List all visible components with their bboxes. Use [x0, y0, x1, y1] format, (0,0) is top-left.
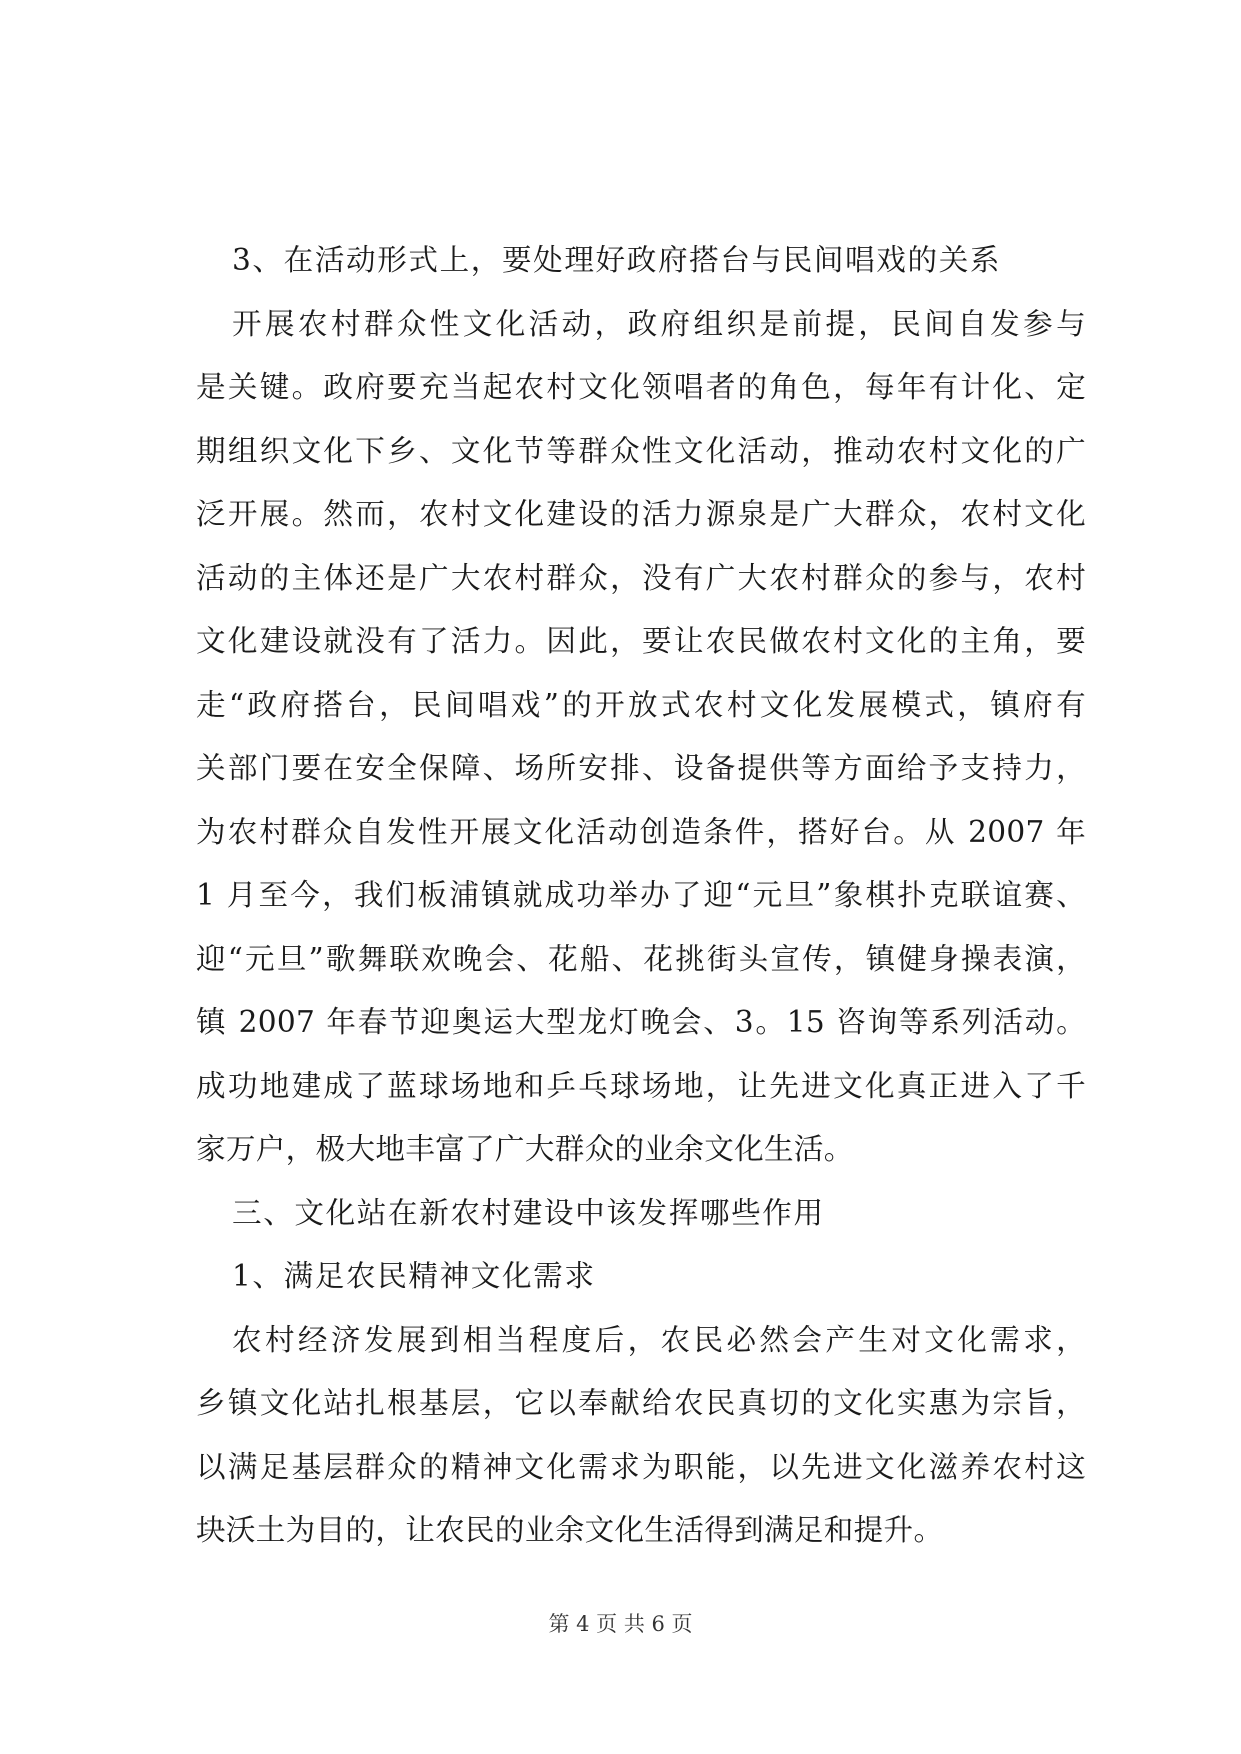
- paragraph-line: 1 月至今，我们板浦镇就成功举办了迎“元旦”象棋扑克联谊赛、: [196, 878, 1086, 912]
- paragraph-line: 期组织文化下乡、文化节等群众性文化活动，推动农村文化的广: [196, 433, 1086, 468]
- paragraph: [196, 293, 1086, 1182]
- paragraph-line: 泛开展。然而，农村文化建设的活力源泉是广大群众，农村文化: [196, 497, 1086, 531]
- paragraph-line: 是关键。政府要充当起农村文化领唱者的角色，每年有计化、定: [196, 370, 1086, 404]
- document-body: [196, 229, 1086, 1563]
- paragraph-line: 家万户，极大地丰富了广大群众的业余文化生活。: [196, 1132, 854, 1166]
- paragraph-line: 活动的主体还是广大农村群众，没有广大农村群众的参与，农村: [196, 560, 1086, 595]
- paragraph-line: 开展农村群众性文化活动，政府组织是前提，民间自发参与: [232, 306, 1086, 341]
- paragraph: [196, 1309, 1086, 1563]
- paragraph-line: 乡镇文化站扎根基层，它以奉献给农民真切的文化实惠为宗旨，: [196, 1386, 1086, 1420]
- paragraph-line: 文化建设就没有了活力。因此，要让农民做农村文化的主角，要: [196, 624, 1086, 658]
- paragraph-line: 以满足基层群众的精神文化需求为职能，以先进文化滋养农村这: [196, 1449, 1086, 1484]
- section-heading: 3、在活动形式上，要处理好政府搭台与民间唱戏的关系: [232, 243, 1002, 277]
- paragraph-line: 农村经济发展到相当程度后，农民必然会产生对文化需求，: [232, 1322, 1086, 1357]
- paragraph-line: 走“政府搭台，民间唱戏”的开放式农村文化发展模式，镇府有: [196, 687, 1086, 722]
- paragraph-line: 为农村群众自发性开展文化活动创造条件，搭好台。从 2007 年: [196, 814, 1086, 849]
- paragraph-line: 成功地建成了蓝球场地和乒乓球场地，让先进文化真正进入了千: [196, 1068, 1086, 1103]
- page-number-footer: 第 4 页 共 6 页: [548, 1612, 693, 1636]
- paragraph-line: 关部门要在安全保障、场所安排、设备提供等方面给予支持力，: [196, 751, 1086, 785]
- paragraph-line: 块沃土为目的，让农民的业余文化生活得到满足和提升。: [196, 1513, 944, 1547]
- paragraph-line: 迎“元旦”歌舞联欢晚会、花船、花挑街头宣传，镇健身操表演，: [196, 941, 1086, 976]
- section-heading: 三、文化站在新农村建设中该发挥哪些作用: [232, 1195, 825, 1230]
- paragraph-line: 镇 2007 年春节迎奥运大型龙灯晚会、3。15 咨询等系列活动。: [196, 1005, 1086, 1039]
- subsection-heading: 1、满足农民精神文化需求: [232, 1259, 596, 1293]
